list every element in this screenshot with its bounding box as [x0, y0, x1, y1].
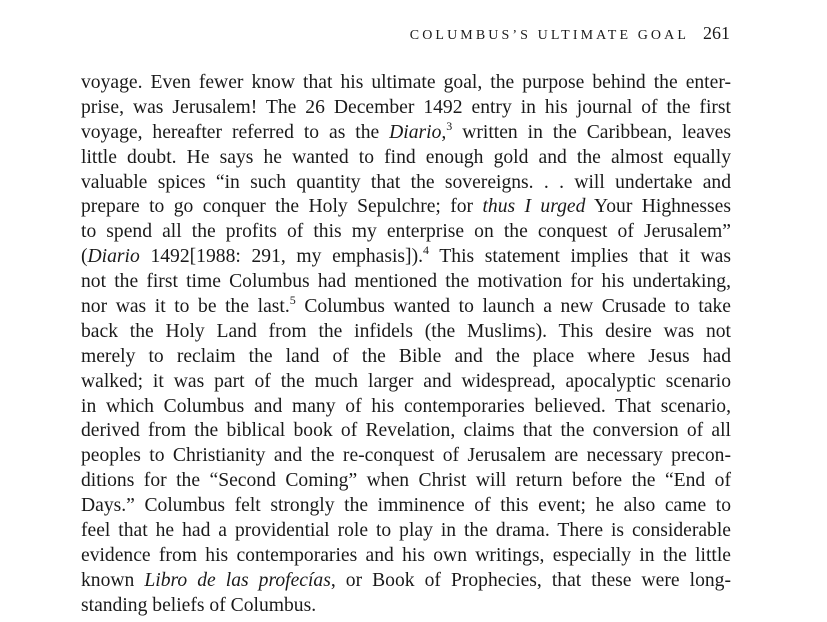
italic-title-diario: Diario, — [389, 121, 447, 143]
italic-title-libro: Libro de las profecías — [144, 569, 331, 591]
text-line: ditions for the “Second Coming” when Christ will return before the “End of — [81, 470, 731, 492]
footnote-marker: 4 — [423, 243, 429, 258]
text-line — [81, 569, 731, 594]
text-line: not the first time Columbus had mentioned the motivation for his undertaking, — [81, 271, 731, 293]
text-line: feel that he had a providential role to play in the drama. There is considerable — [81, 520, 731, 542]
text-line — [81, 295, 731, 320]
italic-title-diario: Diario — [87, 246, 140, 268]
page-number: 261 — [703, 23, 730, 43]
text-line — [81, 195, 731, 220]
text-run: written in the Caribbean, leaves — [452, 121, 731, 143]
text-run: nor was it to be the last. — [81, 296, 290, 318]
text-run: voyage, hereafter referred to as the — [81, 121, 390, 143]
text-run: , or Book of Prophecies, that these were long- — [330, 569, 731, 591]
footnote-marker: 5 — [289, 293, 296, 308]
text-line: valuable spices “in such quantity that the sovereigns. . . will undertake and — [81, 171, 731, 193]
text-run: ( — [81, 246, 88, 268]
text-line: Days.” Columbus felt strongly the imminence of this event; he also came to — [81, 495, 731, 517]
text-line: merely to reclaim the land of the Bible and the place where Jesus had — [81, 345, 731, 367]
text-line — [81, 245, 731, 270]
text-line: prise, was Jerusalem! The 26 December 1492 entry in his journal of the first — [81, 96, 731, 118]
text-line: little doubt. He says he wanted to find enough gold and the almost equally — [81, 146, 731, 168]
text-line: walked; it was part of the much larger and widespread, apocalyptic scenario — [81, 370, 731, 392]
text-run: 1492[1988: 291, my emphasis]). — [139, 246, 423, 268]
footnote-marker: 3 — [446, 118, 453, 133]
text-line — [81, 118, 731, 146]
text-line: back the Holy Land from the infidels (the Muslims). This desire was not — [81, 320, 731, 342]
text-line: to spend all the profits of this my enterprise on the conquest of Jerusalem” — [81, 221, 731, 243]
text-line: evidence from his contemporaries and his own writings, especially in the little — [81, 544, 731, 566]
text-run: Your Highnesses — [585, 196, 731, 218]
italic-emphasis: thus I urged — [482, 196, 586, 218]
text-line: derived from the biblical book of Revelation, claims that the conversion of all — [81, 420, 731, 442]
body-paragraph — [81, 71, 731, 619]
text-line: standing beliefs of Columbus. — [81, 594, 317, 616]
text-line: peoples to Christianity and the re-conquest of Jerusalem are necessary precon- — [81, 445, 731, 467]
text-run: prepare to go conquer the Holy Sepulchre; for — [81, 196, 483, 218]
text-run: known — [81, 569, 145, 591]
text-line: voyage. Even fewer know that his ultimate goal, the purpose behind the enter- — [81, 72, 731, 93]
running-head — [410, 23, 730, 44]
text-run: This statement implies that it was — [429, 246, 731, 268]
text-line: in which Columbus and many of his contemporaries believed. That scenario, — [81, 395, 731, 417]
text-run: Columbus wanted to launch a new Crusade to take — [295, 296, 732, 318]
running-title: COLUMBUS’S ULTIMATE GOAL — [409, 28, 689, 43]
